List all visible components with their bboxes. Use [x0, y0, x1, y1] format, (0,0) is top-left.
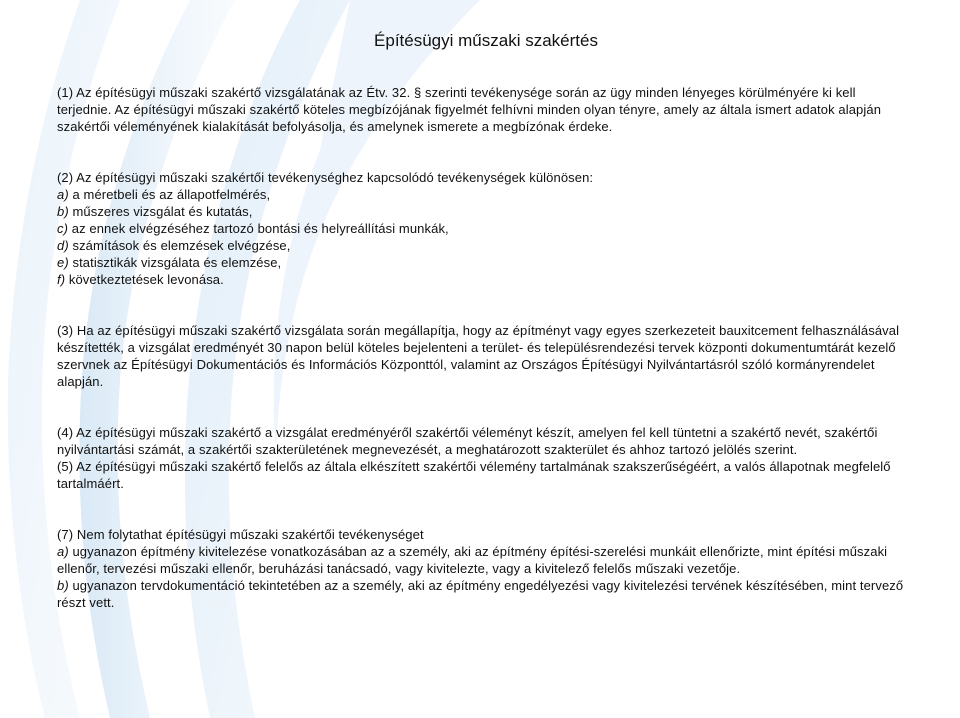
list-item-label: a): [57, 187, 69, 202]
list-item: [57, 186, 907, 203]
list-item-text: számítások és elemzések elvégzése,: [68, 238, 291, 253]
list-item-text: ugyanazon építmény kivitelezése vonatkozásában az a személy, aki az építmény építési-szerelési munkáit ellenőrizte, mint építési műszaki ellenőr, tervezési műszaki ellenőr, beruházási tanácsadó, vagy kivitelezte, vagy a kivitelező felelős műszaki vezetője.: [57, 544, 888, 576]
list-item-text: az ennek elvégzéséhez tartozó bontási és helyreállítási munkák,: [68, 221, 449, 236]
list-item-label: b): [57, 204, 69, 219]
list-item: [57, 543, 907, 577]
list-item-label: b): [57, 578, 69, 593]
list-item-label: f): [57, 272, 66, 287]
spacer: [57, 390, 907, 407]
paragraph-5: (5) Az építésügyi műszaki szakértő felelős az általa elkészített szakértői vélemény tartalmának szakszerűségéért, a valós állapotnak megfelelő tartalmáért.: [57, 459, 891, 491]
page-title: Építésügyi műszaki szakértés: [374, 31, 598, 50]
list-item-text: statisztikák vizsgálata és elemzése,: [68, 255, 282, 270]
list-item: [57, 237, 907, 254]
list-item-text: műszeres vizsgálat és kutatás,: [68, 204, 253, 219]
list-item: [57, 220, 907, 237]
content-body: [57, 84, 907, 611]
paragraph-4: (4) Az építésügyi műszaki szakértő a vizsgálat eredményéről szakértői véleményt készít, amelyen fel kell tüntetni a szakértő nevét, szakértői nyilvántartási számát, a szakértői szakterületének megnevezését, a meghatározott szakterület és ahhoz tartozó jelölés szerint.: [57, 425, 878, 457]
spacer: [57, 135, 907, 152]
spacer: [57, 152, 907, 169]
list-item-label: c): [57, 221, 69, 236]
paragraph-3: (3) Ha az építésügyi műszaki szakértő vizsgálata során megállapítja, hogy az építményt vagy egyes szerkezeteit bauxitcement felhasználásával készítették, a vizsgálat eredményét 30 napon belül köteles bejelenteni a terület- és településrendezési tervek központi dokumentumtárát kezelő szervnek az Építésügyi Dokumentációs és Információs Központtól, valamint az Országos Építésügyi Nyilvántartásról szóló kormányrendelet alapján.: [57, 323, 900, 389]
paragraph-7-intro: (7) Nem folytathat építésügyi műszaki szakértői tevékenységet: [57, 527, 424, 542]
spacer: [57, 492, 907, 509]
paragraph-2-intro: (2) Az építésügyi műszaki szakértői tevékenységhez kapcsolódó tevékenységek különösen:: [57, 170, 594, 185]
list-item-label: d): [57, 238, 69, 253]
list-item: [57, 203, 907, 220]
list-item: [57, 271, 907, 288]
list-item-text: a méretbeli és az állapotfelmérés,: [68, 187, 271, 202]
spacer: [57, 305, 907, 322]
list-item: [57, 254, 907, 271]
spacer: [57, 509, 907, 526]
paragraph-1: (1) Az építésügyi műszaki szakértő vizsgálatának az Étv. 32. § szerinti tevékenysége során az ügy minden lényeges körülményére ki kell terjednie. Az építésügyi műszaki szakértő köteles megbízójának figyelmét felhívni minden olyan tényre, amely az általa ismert adatok alapján szakértői véleményének kialakítását befolyásolja, és amelynek ismerete a megbízónak érdeke.: [57, 85, 882, 134]
list-item: [57, 577, 907, 611]
list-item-label: e): [57, 255, 69, 270]
list-item-text: ugyanazon tervdokumentáció tekintetében az a személy, aki az építmény engedélyezési vagy kivitelezési tervének készítésében, mint tervező részt vett.: [57, 578, 904, 610]
list-item-text: következtetések levonása.: [65, 272, 224, 287]
spacer: [57, 407, 907, 424]
list-item-label: a): [57, 544, 69, 559]
spacer: [57, 288, 907, 305]
